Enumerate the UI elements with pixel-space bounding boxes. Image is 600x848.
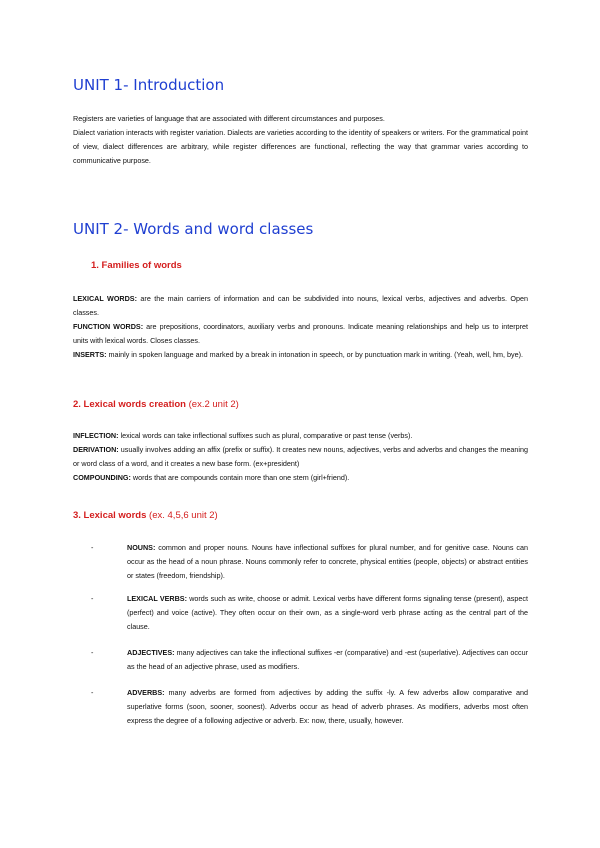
unit1-title: UNIT 1- Introduction (73, 76, 225, 94)
function-words-paragraph: FUNCTION WORDS: are prepositions, coordinators, auxiliary verbs and pronouns. Indicate meaning relationships and help us to interpret units with lexical words. Closes classes. (73, 322, 528, 345)
unit2-title: UNIT 2- Words and word classes (73, 220, 314, 238)
inserts-paragraph: INSERTS: mainly in spoken language and marked by a break in intonation in speech, or by punctuation mark in writing. (Yeah, well, hm, bye). (73, 350, 523, 359)
bullet-dash: - (91, 648, 94, 657)
term-inserts: INSERTS: (73, 350, 107, 359)
term-derivation: DERIVATION: (73, 445, 119, 454)
unit1-paragraph-1: Registers are varieties of language that are associated with different circumstances and purposes. (73, 114, 385, 123)
lexical-words-paragraph: LEXICAL WORDS: are the main carriers of information and can be subdivided into nouns, lexical verbs, adjectives and adverbs. Open classes. (73, 294, 528, 317)
term-lexical-words: LEXICAL WORDS: (73, 294, 137, 303)
term-function-words: FUNCTION WORDS: (73, 322, 144, 331)
bullet-dash: - (91, 543, 94, 552)
term-adverbs: ADVERBS: (127, 688, 165, 697)
term-adjectives: ADJECTIVES: (127, 648, 175, 657)
inflection-paragraph: INFLECTION: lexical words can take inflectional suffixes such as plural, comparative or past tense (verbs). (73, 431, 413, 440)
unit1-paragraph-2: Dialect variation interacts with register variation. Dialects are varieties according to the identity of speakers or writers. For the grammatical point of view, dialect differences are arbitrary, while register differences are functional, reflecting the way that grammar varies according to communicative purpose. (73, 128, 528, 165)
derivation-paragraph: DERIVATION: usually involves adding an affix (prefix or suffix). It creates new nouns, adjectives, verbs and adverbs and changes the meaning or word class of a word, and it creates a new base form. (ex+president) (73, 445, 528, 468)
section-heading-lexical-words: 3. Lexical words (ex. 4,5,6 unit 2) (73, 510, 218, 521)
bullet-dash: - (91, 688, 94, 697)
list-item-lexical-verbs: - LEXICAL VERBS: words such as write, choose or admit. Lexical verbs have different forms signaling tense (present), aspect (perfect) and voice (active). They often occur on their own, as a single-word verb phrase acting as the central part of the clause. (73, 592, 528, 634)
section-heading-creation: 2. Lexical words creation (ex.2 unit 2) (73, 399, 239, 410)
bullet-dash: - (91, 594, 94, 603)
list-item-adverbs: - ADVERBS: many adverbs are formed from adjectives by adding the suffix -ly. A few adverbs allow comparative and superlative forms (soon, sooner, soonest). Adverbs occur as head of adverb phrases. As modifiers, adverbs most often express the degree of a following adjective or adverb. Ex: now, there, usually, however. (73, 686, 528, 728)
list-item-nouns: - NOUNS: common and proper nouns. Nouns have inflectional suffixes for plural number, and for genitive case. Nouns can occur as the head of a noun phrase. Nouns commonly refer to concrete, physical entities (people, objects) or abstract entities or states (freedom, friendship). (73, 541, 528, 583)
list-item-adjectives: - ADJECTIVES: many adjectives can take the inflectional suffixes -er (comparative) and -est (superlative). Adjectives can occur as the head of an adjective phrase, used as modifiers. (73, 646, 528, 674)
term-nouns: NOUNS: (127, 543, 156, 552)
compounding-paragraph: COMPOUNDING: words that are compounds contain more than one stem (girl+friend). (73, 473, 350, 482)
term-lexical-verbs: LEXICAL VERBS: (127, 594, 187, 603)
term-inflection: INFLECTION: (73, 431, 119, 440)
section-heading-families: 1. Families of words (91, 260, 182, 271)
term-compounding: COMPOUNDING: (73, 473, 131, 482)
